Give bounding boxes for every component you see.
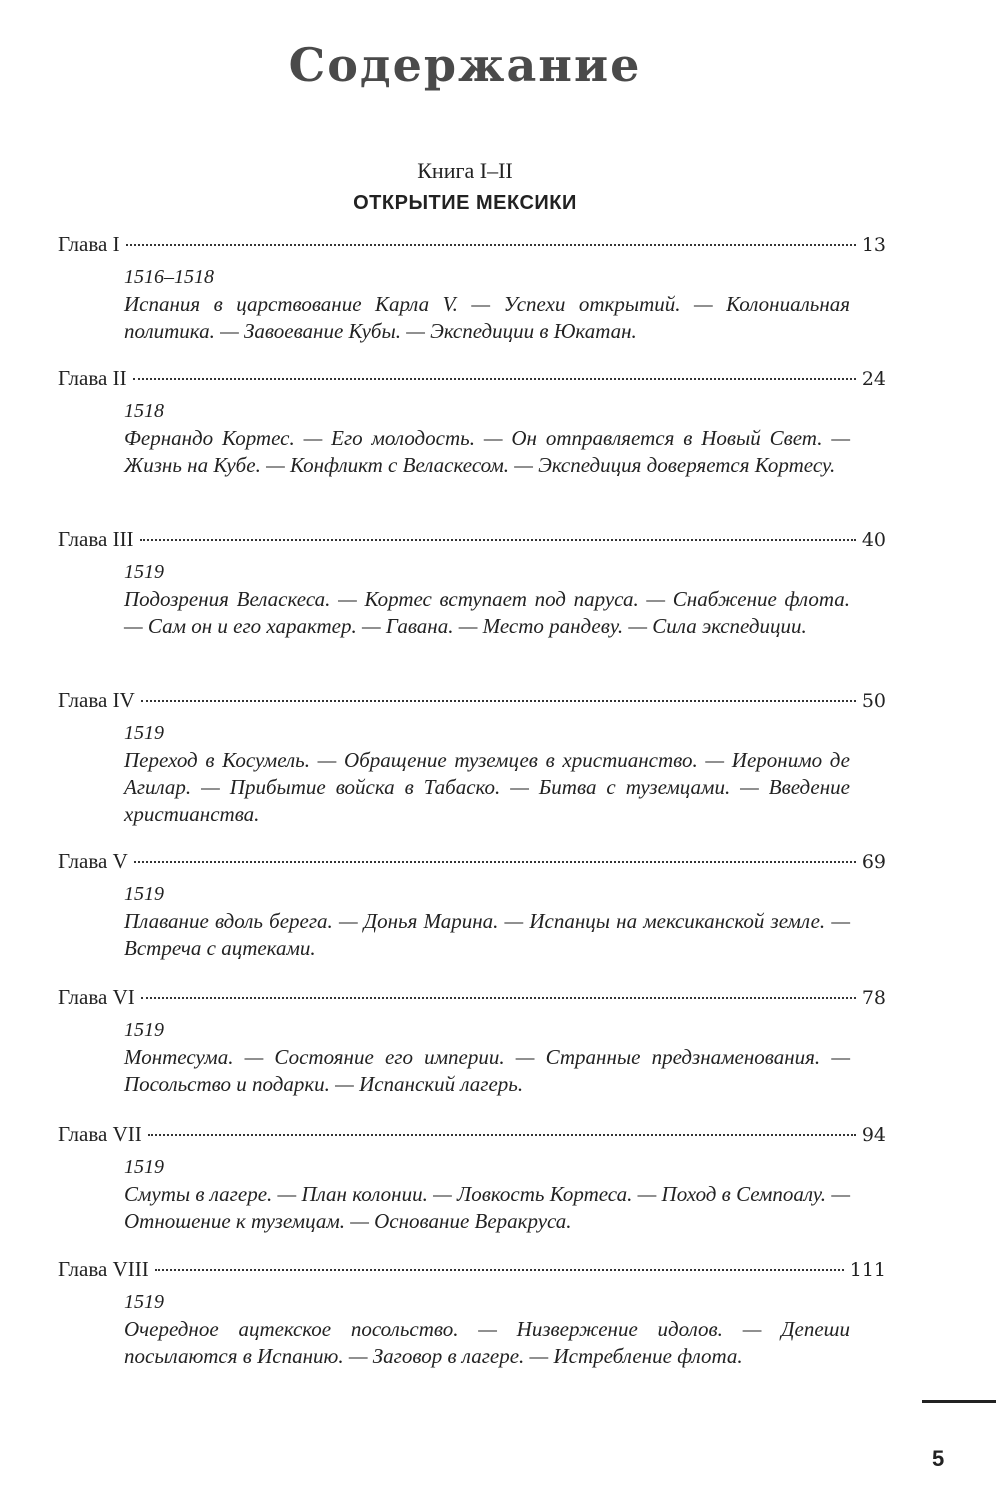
toc-entry[interactable] <box>58 849 886 962</box>
toc-entry[interactable] <box>58 688 886 828</box>
chapter-summary: Плавание вдоль берега. — Донья Марина. — Испанцы на мексиканской земле. — Встреча с ацтеками. <box>124 909 850 960</box>
chapter-title: Глава III <box>58 527 134 551</box>
dot-leader <box>155 1269 844 1271</box>
toc-entry[interactable] <box>58 1257 886 1370</box>
dot-leader <box>133 378 856 380</box>
chapter-title: Глава VII <box>58 1122 142 1146</box>
chapter-page-number: 40 <box>861 529 886 551</box>
chapter-years: 1519 <box>124 1291 164 1313</box>
toc-entry[interactable] <box>58 366 886 479</box>
chapter-summary: Фернандо Кортес. — Его молодость. — Он отправляется в Новый Свет. — Жизнь на Кубе. — Конфликт с Веласкесом. — Экспедиция доверяется Кортесу. <box>124 426 850 477</box>
chapter-years: 1519 <box>124 883 164 905</box>
toc-entry[interactable] <box>58 985 886 1098</box>
chapter-summary: Монтесума. — Состояние его империи. — Странные предзнаменования. — Посольство и подарки. — Испанский лагерь. <box>124 1045 850 1096</box>
chapter-title: Глава VI <box>58 985 135 1009</box>
chapter-page-number: 69 <box>861 851 886 873</box>
section-title: ОТКРЫТИЕ МЕКСИКИ <box>353 192 577 214</box>
chapter-summary: Испания в царствование Карла V. — Успехи открытий. — Колониальная политика. — Завоевание Кубы. — Экспедиции в Юкатан. <box>124 292 850 343</box>
dot-leader <box>148 1134 856 1136</box>
chapter-summary: Смуты в лагере. — План колонии. — Ловкость Кортеса. — Поход в Семпоалу. — Отношение к туземцам. — Основание Веракруса. <box>124 1182 850 1233</box>
chapter-summary: Подозрения Веласкеса. — Кортес вступает под паруса. — Снабжение флота. — Сам он и его характер. — Гавана. — Место рандеву. — Сила экспедиции. <box>124 587 850 638</box>
chapter-summary: Переход в Косумель. — Обращение туземцев в христианство. — Иеронимо де Агилар. — Прибытие войска в Табаско. — Битва с туземцами. — Введение христианства. <box>124 748 850 826</box>
dot-leader <box>134 861 856 863</box>
toc-entry[interactable] <box>58 232 886 345</box>
chapter-page-number: 111 <box>849 1259 886 1281</box>
chapter-years: 1519 <box>124 722 164 744</box>
page-number: 5 <box>932 1446 945 1471</box>
chapter-years: 1516–1518 <box>124 266 214 288</box>
chapter-title: Глава II <box>58 366 127 390</box>
chapter-summary: Очередное ацтекское посольство. — Низвержение идолов. — Депеши посылаются в Испанию. — Заговор в лагере. — Истребление флота. <box>124 1317 850 1368</box>
chapter-page-number: 24 <box>861 368 886 390</box>
toc-entry[interactable] <box>58 527 886 640</box>
dot-leader <box>141 700 856 702</box>
chapter-years: 1519 <box>124 1156 164 1178</box>
book-label: Книга I–II <box>417 158 513 183</box>
chapter-years: 1519 <box>124 1019 164 1041</box>
toc-entry[interactable] <box>58 1122 886 1235</box>
footer-rule <box>922 1400 996 1403</box>
chapter-page-number: 94 <box>861 1124 886 1146</box>
chapter-title: Глава I <box>58 232 120 256</box>
chapter-page-number: 78 <box>861 987 886 1009</box>
chapter-title: Глава V <box>58 849 128 873</box>
chapter-title: Глава VIII <box>58 1257 149 1281</box>
dot-leader <box>141 997 856 999</box>
dot-leader <box>126 244 856 246</box>
page-title: Содержание <box>288 38 642 92</box>
chapter-years: 1519 <box>124 561 164 583</box>
dot-leader <box>140 539 856 541</box>
chapter-page-number: 50 <box>861 690 886 712</box>
chapter-title: Глава IV <box>58 688 135 712</box>
chapter-years: 1518 <box>124 400 164 422</box>
chapter-page-number: 13 <box>861 234 886 256</box>
